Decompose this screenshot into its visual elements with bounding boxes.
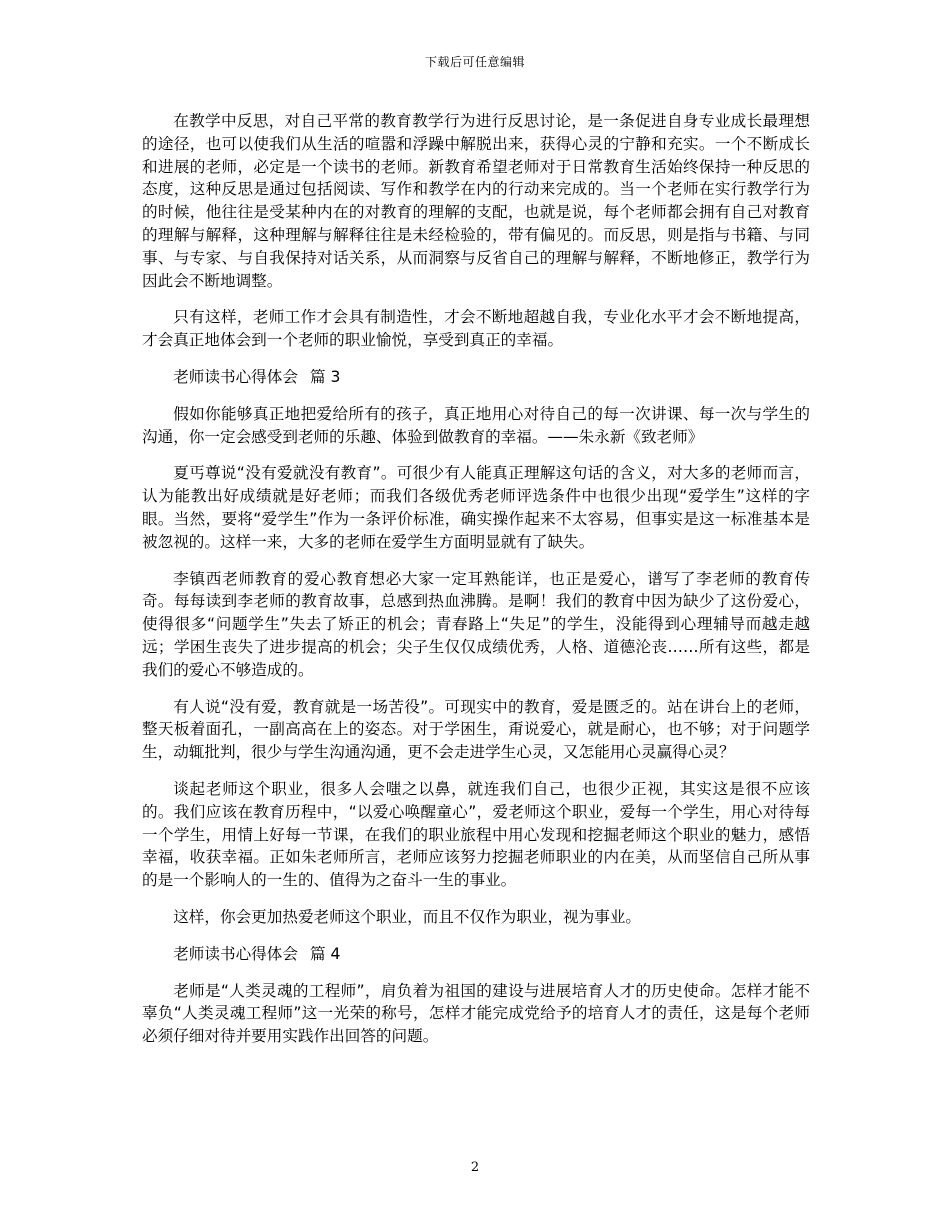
section-title: 老师读书心得体会	[173, 944, 298, 963]
paragraph: 只有这样，老师工作才会具有制造性，才会不断地超越自我，专业化水平才会不断地提高，才会真正地体会到一个老师的职业愉悦，享受到真正的幸福。	[142, 308, 810, 350]
paragraph: 夏丐尊说“没有爱就没有教育”。可很少有人能真正理解这句话的含义，对大多的老师而言，认为能教出好成绩就是好老师；而我们各级优秀老师评选条件中也很少出现“爱学生”这样的字眼。当然，要将“爱学生”作为一条评价标准，确实操作起来不太容易，但事实是这一标准基本是被忽视的。这样一来，大多的老师在爱学生方面明显就有了缺失。	[142, 464, 810, 551]
paragraph: 谈起老师这个职业，很多人会嗤之以鼻，就连我们自己，也很少正视，其实这是很不应该的。我们应该在教育历程中，“以爱心唤醒童心”，爱老师这个职业，爱每一个学生，用心对待每一个学生，用情上好每一节课，在我们的职业旅程中用心发现和挖掘老师这个职业的魅力，感悟幸福，收获幸福。正如朱老师所言，老师应该努力挖掘老师职业的内在美，从而坚信自己所从事的是一个影响人的一生的、值得为之奋斗一生的事业。	[142, 779, 810, 890]
section-heading	[142, 943, 810, 966]
page-header: 下载后可任意编辑	[424, 55, 525, 69]
paragraph: 在教学中反思，对自己平常的教育教学行为进行反思讨论，是一条促进自身专业成长最理想的途径，也可以使我们从生活的喧嚣和浮躁中解脱出来，获得心灵的宁静和充实。一个不断成长和进展的老师，必定是一个读书的老师。新教育希望老师对于日常教育生活始终保持一种反思的态度，这种反思是通过包括阅读、写作和教学在内的行动来完成的。当一个老师在实行教学行为的时候，他往往是受某种内在的对教育的理解的支配，也就是说，每个老师都会拥有自己对教育的理解与解释，这种理解与解释往往是未经检验的，带有偏见的。而反思，则是指与书籍、与同事、与专家、与自我保持对话关系，从而洞察与反省自己的理解与解释，不断地修正，教学行为因此会不断地调整。	[142, 112, 810, 290]
page-number: 2	[470, 1160, 480, 1175]
document-body	[142, 110, 810, 1062]
section-title: 老师读书心得体会	[173, 367, 298, 386]
paragraph: 老师是“人类灵魂的工程师”，肩负着为祖国的建设与进展培育人才的历史使命。怎样才能不辜负“人类灵魂工程师”这一光荣的称号，怎样才能完成党给予的培育人才的责任，这是每个老师必须仔细对待并要用实践作出回答的问题。	[142, 981, 810, 1046]
section-number: 篇 4	[309, 944, 341, 963]
paragraph: 这样，你会更加热爱老师这个职业，而且不仅作为职业，视为事业。	[173, 907, 642, 926]
section-heading	[142, 366, 810, 389]
paragraph: 假如你能够真正地把爱给所有的孩子，真正地用心对待自己的每一次讲课、每一次与学生的沟通，你一定会感受到老师的乐趣、体验到做教育的幸福。——朱永新《致老师》	[142, 404, 810, 446]
section-number: 篇 3	[309, 367, 341, 386]
paragraph: 李镇西老师教育的爱心教育想必大家一定耳熟能详，也正是爱心，谱写了李老师的教育传奇。每每读到李老师的教育故事，总感到热血沸腾。是啊！我们的教育中因为缺少了这份爱心，使得很多“问题学生”失去了矫正的机会；青春路上“失足”的学生，没能得到心理辅导而越走越远；学困生丧失了进步提高的机会；尖子生仅仅成绩优秀，人格、道德沦丧……所有这些，都是我们的爱心不够造成的。	[142, 569, 810, 679]
paragraph: 有人说“没有爱，教育就是一场苦役”。可现实中的教育，爱是匮乏的。站在讲台上的老师，整天板着面孔，一副高高在上的姿态。对于学困生，甭说爱心，就是耐心，也不够；对于问题学生，动辄批判，很少与学生沟通沟通，更不会走进学生心灵，又怎能用心灵赢得心灵？	[142, 697, 810, 762]
